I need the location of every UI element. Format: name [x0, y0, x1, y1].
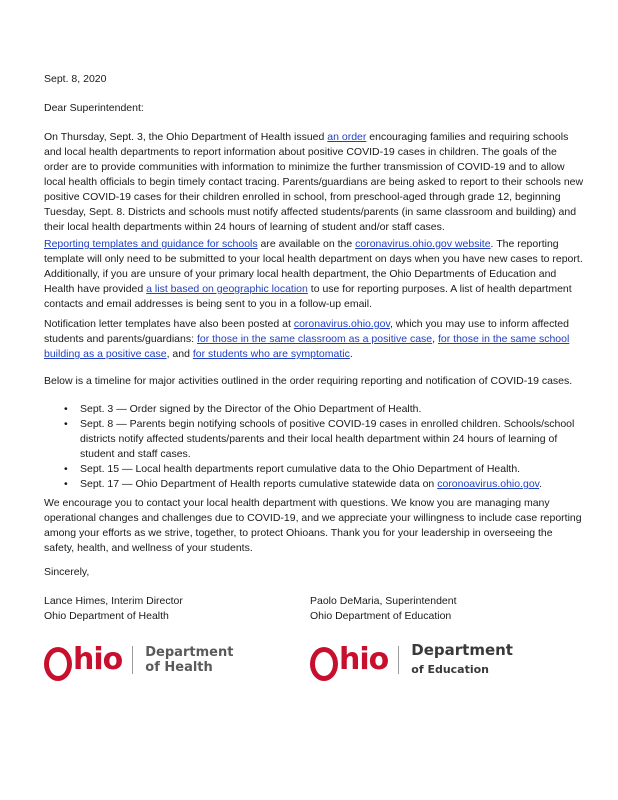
closing: Sincerely, [44, 566, 90, 578]
para3-text-b: , which you may use to inform affected students and parents/guardians: [44, 318, 569, 345]
logo-divider [398, 646, 399, 674]
logo-divider [132, 646, 133, 674]
paragraph-closing: We encourage you to contact your local health department with questions. We know you are managing many operational changes and challenges due to COVID-19, and we appreciate your willingness to include case reporting among your efforts as we strive, together, to protect Ohioans. Thank you for your leadership in overseeing the safety, health, and wellness of your students. [44, 497, 582, 554]
logo-line2: of Health [145, 660, 213, 675]
para1-text-b: encouraging families and requiring schools and local health departments to report information about positive COVID-19 cases in children. The goals of the order are to provide communities with information to minimize the further transmission of COVID-19 and to allow local health officials to begin timely contact tracing. Parents/guardians are being asked to report to their schools new positive COVID-19 cases for their children enrolled in school, from preschool-aged through grade 12, beginning Tuesday, Sept. 8. Districts and schools must notify affected students/parents (in same classroom and building) and their local health departments within 24 hours of learning of student and/or staff cases. [44, 131, 584, 233]
para3-text-c: , [432, 333, 438, 345]
signature-education [310, 594, 457, 624]
ohio-o-mark-icon [44, 645, 72, 675]
signature-health [44, 594, 183, 624]
signer-org: Ohio Department of Education [310, 610, 452, 622]
logo-department-name [145, 645, 233, 675]
coronoavirus-link[interactable]: coronoavirus.ohio.gov [437, 478, 540, 490]
para2-text-a: are available on the [257, 238, 356, 250]
signer-org: Ohio Department of Health [44, 610, 169, 622]
symptomatic-link[interactable]: for students who are symptomatic [192, 348, 350, 360]
timeline-last-text-a: Sept. 17 — Ohio Department of Health reports cumulative statewide data on [80, 478, 438, 490]
logo-line1: Department [411, 641, 513, 659]
coronavirus-ohio-link[interactable]: coronavirus.ohio.gov [293, 318, 390, 330]
order-link[interactable]: an order [327, 131, 367, 143]
paragraph-reporting [44, 237, 584, 312]
timeline-list [44, 402, 584, 492]
timeline-item: • Sept. 3 — Order signed by the Director of the Ohio Department of Health. [44, 402, 584, 417]
geographic-list-link[interactable]: a list based on geographic location [146, 283, 308, 295]
ohio-wordmark: hio [339, 642, 389, 677]
para3-text-d: , and [166, 348, 193, 360]
same-building-link[interactable]: for those in the same school building as a positive case [44, 333, 570, 360]
letter-date: Sept. 8, 2020 [44, 73, 107, 85]
paragraph-timeline-intro: Below is a timeline for major activities outlined in the order requiring reporting and notification of COVID-19 cases. [44, 375, 573, 387]
ohio-o-mark-icon [310, 645, 338, 675]
para3-text-a: Notification letter templates have also been posted at [44, 318, 294, 330]
same-classroom-link[interactable]: for those in the same classroom as a positive case [196, 333, 433, 345]
ohio-department-of-education-logo [310, 640, 513, 680]
timeline-item: • Sept. 8 — Parents begin notifying schools of positive COVID-19 cases in enrolled children. Schools/school districts notify affected students/parents and their local health department within 24 hours of learning of student and staff cases. [44, 417, 584, 462]
para3-text-e: . [349, 348, 353, 360]
paragraph-order [44, 130, 584, 235]
reporting-templates-link[interactable]: Reporting templates and guidance for schools [44, 238, 258, 250]
para1-text-a: On Thursday, Sept. 3, the Ohio Department of Health issued [44, 131, 328, 143]
salutation: Dear Superintendent: [44, 102, 144, 114]
para2-text-b: . The reporting template will only need to be submitted to your local health department on days when you have new cases to report. Additionally, if you are unsure of your primary local health department, the Ohio Departments of Education and Health have provided [44, 238, 583, 295]
logo-line1: Department [145, 645, 234, 660]
coronavirus-website-link[interactable]: coronavirus.ohio.gov website [355, 238, 491, 250]
signer-name: Lance Himes, Interim Director [44, 595, 183, 607]
logo-department-name [411, 641, 513, 679]
signer-name: Paolo DeMaria, Superintendent [310, 595, 457, 607]
paragraph-notification [44, 317, 584, 362]
timeline-item [44, 477, 584, 492]
timeline-last-text-b: . [539, 478, 543, 490]
ohio-department-of-health-logo [44, 640, 233, 680]
ohio-wordmark: hio [73, 642, 123, 677]
timeline-item: • Sept. 15 — Local health departments report cumulative data to the Ohio Department of Health. [44, 462, 584, 477]
logo-line2: of Education [411, 663, 490, 676]
para2-text-c: to use for reporting purposes. A list of health department contacts and email addresses is being sent to you in a follow-up email. [44, 283, 572, 310]
